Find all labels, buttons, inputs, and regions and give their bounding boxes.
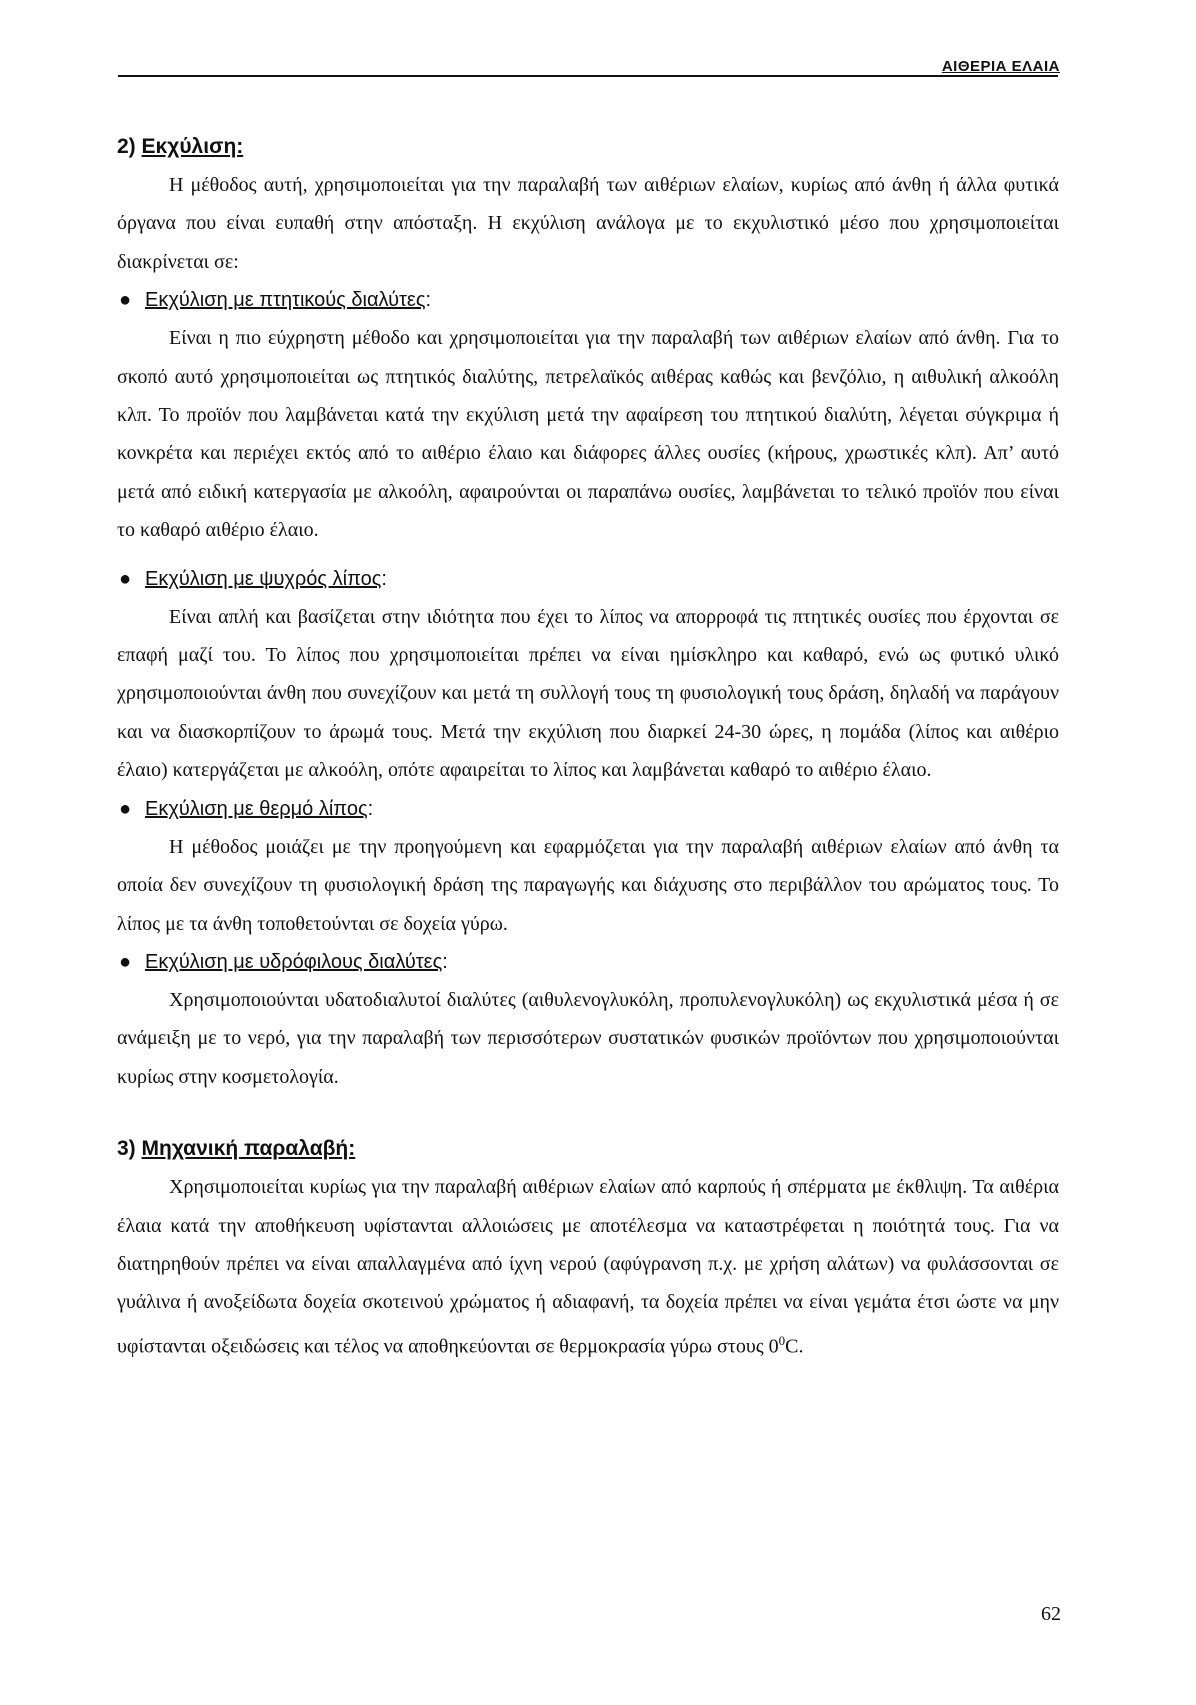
- bullet-icon: ●: [119, 289, 132, 312]
- bullet-title: Εκχύλιση με θερμό λίπος: [145, 797, 368, 820]
- bullet-volatile-solvents: ● Εκχύλιση με πτητικούς διαλύτες:: [117, 281, 1059, 319]
- section-3-number: 3): [117, 1137, 136, 1161]
- section-2-number: 2): [117, 135, 136, 158]
- bullet-text: Η μέθοδος μοιάζει με την προηγούμενη και εφαρμόζεται για την παραλαβή αιθέριων ελαίων από άνθη τα οποία δεν συνεχίζουν τη φυσιολογική δράση της παραγωγής και διάχυσης στο περιβάλλον του αρώματος τους. Το λίπος με τα άνθη τοποθετούνται σε δοχεία γύρω.: [117, 835, 1059, 935]
- section-2-heading: [117, 128, 1059, 166]
- section-3-text: Χρησιμοποιείται κυρίως για την παραλαβή αιθέριων ελαίων από καρπούς ή σπέρματα με έκθλιψη. Τα αιθέρια έλαια κατά την αποθήκευση υφίστανται αλλοιώσεις με αποτέλεσμα να καταστρέφεται η ποιότητά τους. Για να διατηρηθούν πρέπει να είναι απαλλαγμένα από ίχνη νερού (αφύγρανση π.χ. με χρήση αλάτων) να φυλάσσονται σε γυάλινα ή ανοξείδωτα δοχεία σκοτεινού χρώματος ή αδιαφανή, τα δοχεία πρέπει να είναι γεμάτα έτσι ώστε να μην υφίστανται οξειδώσεις και τέλος να αποθηκεύονται σε θερμοκρασία γύρω στους $0^0C$.: [117, 1176, 1059, 1358]
- running-header: ΑΙΘΕΡΙΑ ΕΛΑΙΑ: [941, 58, 1060, 75]
- bullet-cold-fat: ● Εκχύλιση με ψυχρός λίπος:: [117, 560, 1059, 598]
- bullet-icon: ●: [119, 950, 132, 973]
- superscript: 0: [778, 1332, 786, 1348]
- header-rule: [118, 75, 1058, 77]
- page-number: 62: [1041, 1603, 1061, 1625]
- bullet-hydrophilic-solvents: ● Εκχύλιση με υδρόφιλους διαλύτες:: [117, 943, 1059, 981]
- bullet-title: Εκχύλιση με ψυχρός λίπος: [145, 567, 382, 590]
- bullet-title: Εκχύλιση με υδρόφιλους διαλύτες: [145, 950, 443, 973]
- bullet-text: Είναι η πιο εύχρηστη μέθοδο και χρησιμοποιείται για την παραλαβή των αιθέριων ελαίων από άνθη. Για το σκοπό αυτό χρησιμοποιείται ως πτητικός διαλύτης, πετρελαϊκός αιθέρας καθώς και βενζόλιο, η αιθυλική αλκοόλη κλπ. Το προϊόν που λαμβάνεται κατά την εκχύλιση μετά την αφαίρεση του πτητικού διαλύτη, λέγεται σύγκριμα ή κονκρέτα και περιέχει εκτός από το αιθέριο έλαιο και διάφορες άλλες ουσίες (κήρους, χρωστικές κλπ). Απ’ αυτό μετά από ειδική κατεργασία με αλκοόλη, αφαιρούνται οι παραπάνω ουσίες, λαμβάνεται το τελικό προϊόν που είναι το καθαρό αιθέριο έλαιο.: [117, 327, 1059, 542]
- bullet-icon: ●: [119, 567, 132, 590]
- section-3-title: Μηχανική παραλαβή:: [141, 1137, 356, 1161]
- bullet-title: Εκχύλιση με πτητικούς διαλύτες: [145, 289, 426, 312]
- section-2-title: Εκχύλιση:: [141, 135, 244, 158]
- bullet-text: Είναι απλή και βασίζεται στην ιδιότητα που έχει το λίπος να απορροφά τις πτητικές ουσίες που έρχονται σε επαφή μαζί του. Το λίπος που χρησιμοποιείται πρέπει να είναι ημίσκληρο και καθαρό, ενώ ως φυτικό υλικό χρησιμοποιούνται άνθη που συνεχίζουν και μετά τη συλλογή τους τη φυσιολογική τους δράση, δηλαδή να παράγουν και να διασκορπίζουν το άρωμά τους. Μετά την εκχύλιση που διαρκεί 24-30 ώρες, η πομάδα (λίπος και αιθέριο έλαιο) κατεργάζεται με αλκοόλη, οπότε αφαιρείται το λίπος και λαμβάνεται καθαρό το αιθέριο έλαιο.: [117, 605, 1059, 782]
- page-content: [117, 128, 1059, 1366]
- section-2-intro: Η μέθοδος αυτή, χρησιμοποιείται για την παραλαβή των αιθέριων ελαίων, κυρίως από άνθη ή άλλα φυτικά όργανα που είναι ευπαθή στην απόσταξη. Η εκχύλιση ανάλογα με το εκχυλιστικό μέσο που χρησιμοποιείται διακρίνεται σε:: [117, 174, 1059, 273]
- bullet-text: Χρησιμοποιούνται υδατοδιαλυτοί διαλύτες (αιθυλενογλυκόλη, προπυλενογλυκόλη) ως εκχυλιστικά μέσα ή σε ανάμειξη με το νερό, για την παραλαβή των περισσότερων συστατικών φυσικών προϊόντων που χρησιμοποιούνται κυρίως στην κοσμετολογία.: [117, 988, 1059, 1088]
- bullet-hot-fat: ● Εκχύλιση με θερμό λίπος:: [117, 790, 1059, 828]
- bullet-icon: ●: [119, 797, 132, 820]
- section-3-heading: [117, 1130, 1059, 1168]
